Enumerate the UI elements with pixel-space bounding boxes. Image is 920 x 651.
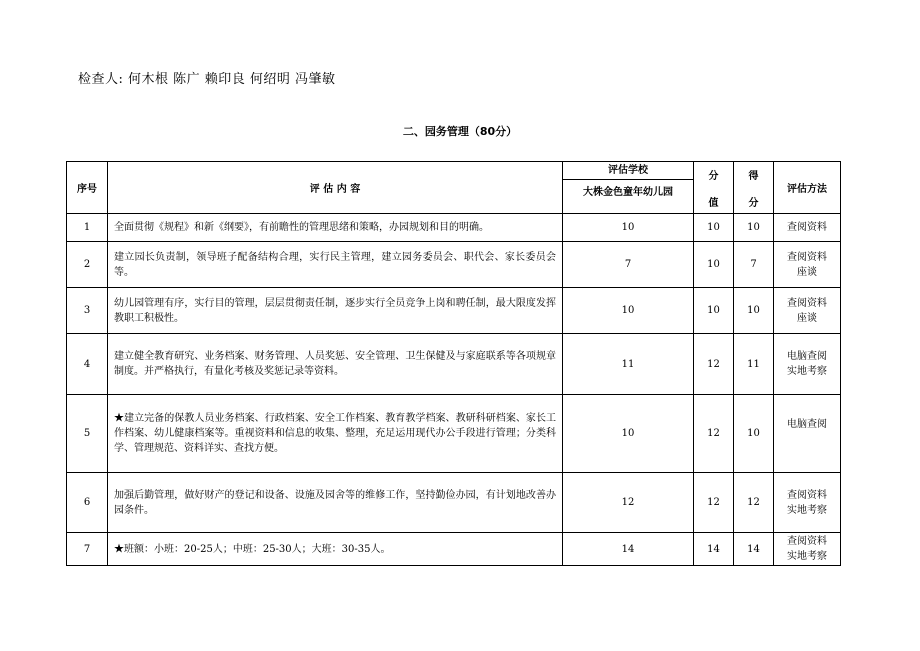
table-row <box>67 214 841 242</box>
table-row <box>67 473 841 533</box>
row-score-value: 12 <box>694 473 734 533</box>
row-school-score: 7 <box>563 242 694 288</box>
table-row <box>67 334 841 395</box>
header-index: 序号 <box>67 162 108 214</box>
row-school-score: 14 <box>563 533 694 566</box>
row-method-line1: 查阅资料 <box>787 489 827 501</box>
header-score-got-top: 得 <box>748 170 759 182</box>
row-index: 6 <box>67 473 108 533</box>
row-method <box>774 214 841 242</box>
row-content: 建立健全教育研究、业务档案、财务管理、人员奖惩、安全管理、卫生保健及与家庭联系等各项规章制度。并严格执行，有量化考核及奖惩记录等资料。 <box>108 334 563 395</box>
row-index: 4 <box>67 334 108 395</box>
row-content: 全面贯彻《规程》和新《纲要》，有前瞻性的管理思绪和策略，办园规划和目的明确。 <box>108 214 563 242</box>
row-index: 7 <box>67 533 108 566</box>
row-method-line2: 实地考察 <box>787 504 827 516</box>
row-index: 3 <box>67 288 108 334</box>
row-method-line1: 查阅资料 <box>787 222 827 233</box>
row-method-line2: 座谈 <box>797 266 817 278</box>
row-content: ★建立完备的保教人员业务档案、行政档案、安全工作档案、教育教学档案、教研科研档案、家长工作档案、幼儿健康档案等。重视资料和信息的收集、整理，充足运用现代办公手段进行管理；分类科学、管理规范、资料详实、查找方便。 <box>108 395 563 473</box>
row-score-got: 12 <box>734 473 774 533</box>
row-method <box>774 533 841 566</box>
table-row <box>67 288 841 334</box>
header-school-name: 大株金色童年幼儿园 <box>583 187 673 198</box>
row-method-line2: 实地考察 <box>787 551 827 562</box>
row-index: 2 <box>67 242 108 288</box>
row-method-line1: 查阅资料 <box>787 251 827 263</box>
table-row <box>67 395 841 473</box>
header-score-got <box>734 162 774 214</box>
row-school-score: 11 <box>563 334 694 395</box>
header-score-value-bottom: 值 <box>708 197 719 209</box>
row-content: 幼儿园管理有序，实行目的管理，层层贯彻责任制，逐步实行全员竞争上岗和聘任制，最大限度发挥教职工积极性。 <box>108 288 563 334</box>
row-method-line1: 查阅资料 <box>787 536 827 547</box>
row-school-score: 10 <box>563 288 694 334</box>
header-row <box>67 162 841 214</box>
row-score-value: 12 <box>694 334 734 395</box>
row-score-value: 10 <box>694 288 734 334</box>
row-method-line2: 座谈 <box>797 312 817 324</box>
row-method <box>774 395 841 473</box>
row-content: ★班额：小班：20-25人；中班：25-30人；大班：30-35人。 <box>108 533 563 566</box>
row-method <box>774 473 841 533</box>
row-school-score: 12 <box>563 473 694 533</box>
row-score-got: 10 <box>734 288 774 334</box>
row-method-line2: 实地考察 <box>787 366 827 377</box>
row-content: 建立园长负责制，领导班子配备结构合理，实行民主管理，建立园务委员会、职代会、家长委员会等。 <box>108 242 563 288</box>
row-score-got: 11 <box>734 334 774 395</box>
row-method <box>774 334 841 395</box>
row-content: 加强后勤管理，做好财产的登记和设备、设施及园舍等的维修工作，坚持勤俭办园，有计划地改善办园条件。 <box>108 473 563 533</box>
header-score-got-bottom: 分 <box>748 197 759 209</box>
row-method <box>774 242 841 288</box>
row-method-line1: 电脑查阅 <box>787 419 827 430</box>
inspectors-line: 检查人: 何木根 陈广 赖印良 何绍明 冯肇敏 <box>78 72 336 87</box>
row-school-score: 10 <box>563 395 694 473</box>
row-score-value: 10 <box>694 242 734 288</box>
row-score-got: 7 <box>734 242 774 288</box>
table-row <box>67 242 841 288</box>
header-school-group: 评估学校 <box>563 162 693 180</box>
section-title: 二、园务管理（80分） <box>402 125 518 138</box>
evaluation-table <box>66 161 841 566</box>
row-score-got: 10 <box>734 395 774 473</box>
header-score-value <box>694 162 734 214</box>
header-school <box>563 162 694 214</box>
header-content: 评 估 内 容 <box>108 162 563 214</box>
row-score-got: 14 <box>734 533 774 566</box>
header-method: 评估方法 <box>774 162 841 214</box>
row-index: 1 <box>67 214 108 242</box>
row-method-line1: 电脑查阅 <box>787 351 827 362</box>
row-score-value: 10 <box>694 214 734 242</box>
row-score-value: 12 <box>694 395 734 473</box>
row-score-value: 14 <box>694 533 734 566</box>
row-index: 5 <box>67 395 108 473</box>
row-score-got: 10 <box>734 214 774 242</box>
row-method-line1: 查阅资料 <box>787 297 827 309</box>
table-row <box>67 533 841 566</box>
header-score-value-top: 分 <box>708 170 719 182</box>
row-method <box>774 288 841 334</box>
row-school-score: 10 <box>563 214 694 242</box>
